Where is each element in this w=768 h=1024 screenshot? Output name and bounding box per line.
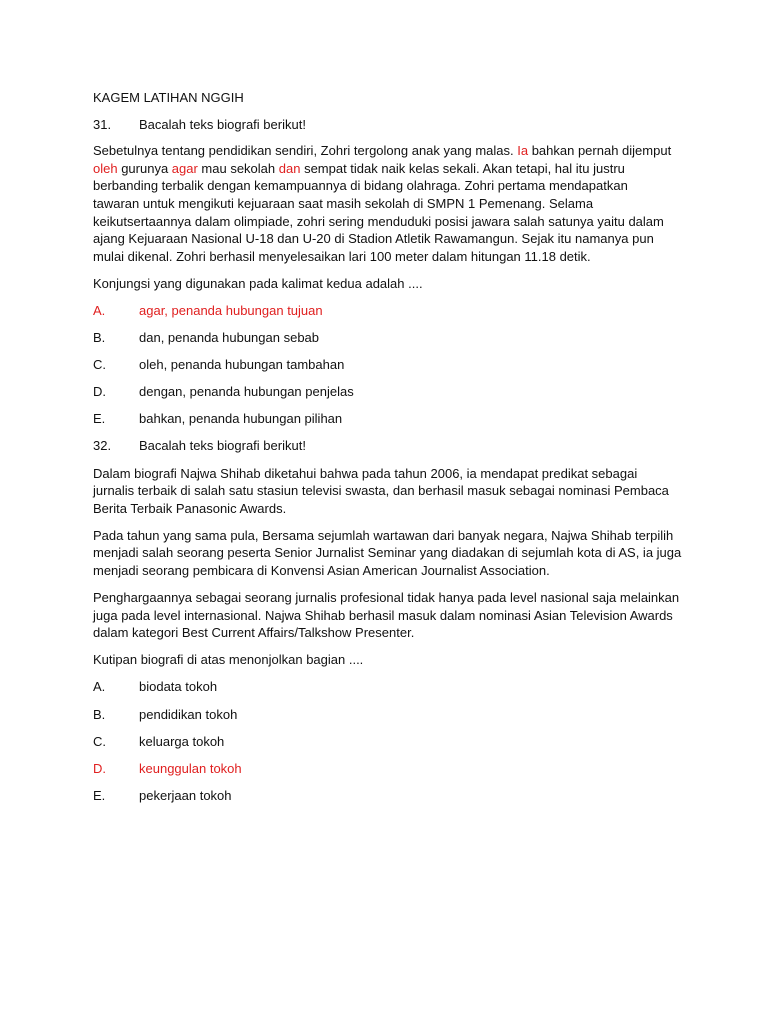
- option-b: [93, 706, 680, 724]
- question-number: 31.: [93, 116, 112, 132]
- option-letter: C.: [93, 357, 106, 373]
- question-instruction: Bacalah teks biografi berikut!: [139, 116, 306, 132]
- q31-options: [93, 302, 680, 428]
- question-number: 32.: [93, 438, 112, 454]
- passage-line: [93, 160, 680, 178]
- passage-line: mulai dikenal. Zohri berhasil menyelesaikan lari 100 meter dalam hitungan 11.18 detik.: [93, 248, 591, 264]
- option-letter: B.: [93, 330, 106, 346]
- option-a: [93, 678, 680, 696]
- option-letter: E.: [93, 411, 106, 427]
- option-letter: D.: [93, 384, 106, 400]
- passage-line: Pada tahun yang sama pula, Bersama sejumlah wartawan dari banyak negara, Najwa Shihab terpilih: [93, 527, 674, 543]
- option-letter: C.: [93, 733, 106, 749]
- option-c: [93, 356, 680, 374]
- option-c: [93, 733, 680, 751]
- passage-line: ajang Kejuaraan Nasional U-18 dan U-20 di Stadion Atletik Rawamangun. Sejak itu namanya pun: [93, 231, 654, 247]
- passage-line: berbanding terbalik dengan kemampuannya di bidang olahraga. Zohri pertama mendapatkan: [93, 178, 628, 194]
- highlight-word: oleh: [93, 160, 118, 176]
- option-b: [93, 329, 680, 347]
- option-text: dan, penanda hubungan sebab: [139, 330, 320, 346]
- option-text: bahkan, penanda hubungan pilihan: [139, 411, 343, 427]
- option-text: keunggulan tokoh: [139, 760, 242, 776]
- q32-paragraph-3: [93, 589, 680, 642]
- passage-line: dalam kategori Best Current Affairs/Talkshow Presenter.: [93, 625, 415, 641]
- option-text: biodata tokoh: [139, 679, 218, 695]
- option-letter: D.: [93, 760, 106, 776]
- q32-paragraph-1: [93, 465, 680, 518]
- passage-text: gurunya: [117, 160, 172, 176]
- option-letter: B.: [93, 706, 106, 722]
- highlight-word: Ia: [517, 143, 529, 159]
- option-text: oleh, penanda hubungan tambahan: [139, 357, 345, 373]
- q32-options: [93, 678, 680, 804]
- q32-paragraph-2: [93, 527, 680, 580]
- passage-line: jurnalis terbaik di salah satu stasiun televisi swasta, dan berhasil masuk sebagai nominasi Pembaca: [93, 483, 669, 499]
- question-32-prompt: Kutipan biografi di atas menonjolkan bagian ....: [93, 652, 364, 668]
- question-instruction: Bacalah teks biografi berikut!: [139, 438, 306, 454]
- passage-text: sempat tidak naik kelas sekali. Akan tetapi, hal itu justru: [300, 160, 625, 176]
- option-text: pekerjaan tokoh: [139, 787, 232, 803]
- option-letter: A.: [93, 679, 106, 695]
- q31-passage: [93, 142, 680, 265]
- option-a: [93, 302, 680, 320]
- passage-line: [93, 142, 680, 160]
- option-e: [93, 787, 680, 805]
- passage-text: bahkan pernah dijemput: [528, 143, 672, 159]
- passage-line: juga pada level internasional. Najwa Shihab berhasil masuk dalam nominasi Asian Television Awards: [93, 607, 673, 623]
- option-text: dengan, penanda hubungan penjelas: [139, 384, 354, 400]
- passage-line: menjadi salah seorang peserta Senior Jurnalist Seminar yang diadakan di sejumlah kota di AS, ia juga: [93, 545, 682, 561]
- option-text: keluarga tokoh: [139, 733, 225, 749]
- option-e: [93, 410, 680, 428]
- option-letter: E.: [93, 787, 106, 803]
- option-d: [93, 383, 680, 401]
- highlight-word: dan: [278, 160, 301, 176]
- question-31-header: [93, 116, 680, 134]
- page-title: KAGEM LATIHAN NGGIH: [93, 90, 244, 105]
- passage-line: keikutsertaannya dalam olimpiade, zohri sering menduduki posisi jawara salah satunya yaitu dalam: [93, 213, 664, 229]
- passage-text: Sebetulnya tentang pendidikan sendiri, Zohri tergolong anak yang malas.: [93, 143, 518, 159]
- option-d: [93, 760, 680, 778]
- passage-line: Penghargaannya sebagai seorang jurnalis profesional tidak hanya pada level nasional saja melainkan: [93, 590, 680, 606]
- option-text: agar, penanda hubungan tujuan: [139, 302, 323, 318]
- passage-line: Berita Terbaik Panasonic Awards.: [93, 500, 287, 516]
- passage-line: tawaran untuk mengikuti kejuaraan saat masih sekolah di SMPN 1 Pemenang. Selama: [93, 195, 594, 211]
- highlight-word: agar: [171, 160, 198, 176]
- passage-line: Dalam biografi Najwa Shihab diketahui bahwa pada tahun 2006, ia mendapat predikat sebagai: [93, 465, 638, 481]
- passage-line: menjadi seorang pembicara di Konvensi Asian American Journalist Association.: [93, 562, 550, 578]
- option-letter: A.: [93, 302, 106, 318]
- option-text: pendidikan tokoh: [139, 706, 238, 722]
- passage-text: mau sekolah: [197, 160, 279, 176]
- question-32-header: [93, 437, 680, 455]
- question-31-prompt: Konjungsi yang digunakan pada kalimat kedua adalah ....: [93, 275, 423, 291]
